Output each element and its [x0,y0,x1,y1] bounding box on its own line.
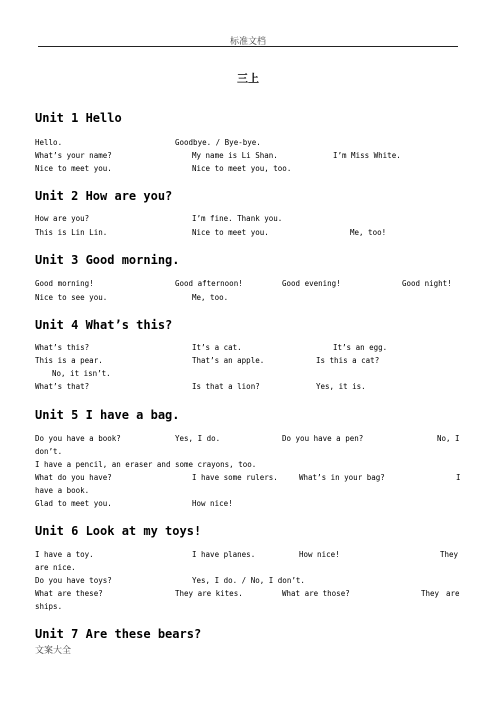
unit-3-line-1-col-3: Good evening! [282,279,341,288]
unit-5-line-2-col-1: don’t. [35,447,63,456]
unit-6-line-2-col-1: are nice. [35,563,76,572]
unit-1-line-2-col-3: I’m Miss White. [333,151,401,160]
unit-3-line-2-col-2: Me, too. [192,293,229,302]
unit-6-line-1-col-1: I have a toy. [35,550,94,559]
unit-3-line-1-col-4: Good night! [402,279,452,288]
unit-5-line-4-col-4: I [456,473,461,482]
unit-6-line-4-col-1: What are these? [35,589,103,598]
unit-6-heading: Unit 6 Look at my toys! [35,524,202,538]
unit-5-line-3-col-1: I have a pencil, an eraser and some crayons, too. [35,460,257,469]
unit-6-line-1-col-3: How nice! [299,550,340,559]
unit-1-line-2-col-2: My name is Li Shan. [192,151,278,160]
unit-5-line-4-col-1: What do you have? [35,473,112,482]
document-title: 三上 [237,72,259,85]
unit-2-line-2-col-2: Nice to meet you. [192,228,269,237]
unit-4-line-4-col-2: Is that a lion? [192,382,260,391]
unit-6-line-4-col-4: They [421,589,440,598]
unit-2-heading: Unit 2 How are you? [35,189,173,203]
unit-2-line-2-col-1: This is Lin Lin. [35,228,108,237]
unit-2-line-1-col-2: I’m fine. Thank you. [192,214,283,223]
unit-5-line-6-col-2: How nice! [192,499,233,508]
unit-5-heading: Unit 5 I have a bag. [35,408,180,422]
unit-4-line-3-col-1: No, it isn’t. [52,369,111,378]
unit-1-line-2-col-1: What’s your name? [35,151,112,160]
unit-3-line-2-col-1: Nice to see you. [35,293,108,302]
unit-6-line-1-col-2: I have planes. [192,550,256,559]
unit-1-line-3-col-1: Nice to meet you. [35,164,112,173]
unit-5-line-1-col-3: Do you have a pen? [282,434,364,443]
unit-7-heading: Unit 7 Are these bears? [35,627,202,641]
unit-6-line-4-col-3: What are those? [282,589,350,598]
unit-3-line-1-col-2: Good afternoon! [175,279,243,288]
unit-5-line-6-col-1: Glad to meet you. [35,499,112,508]
unit-4-heading: Unit 4 What’s this? [35,318,173,332]
unit-5-line-1-col-1: Do you have a book? [35,434,121,443]
unit-5-line-4-col-3: What’s in your bag? [299,473,385,482]
unit-3-heading: Unit 3 Good morning. [35,253,180,267]
unit-5-line-1-col-2: Yes, I do. [175,434,221,443]
unit-6-line-3-col-2: Yes, I do. / No, I don’t. [192,576,305,585]
unit-4-line-1-col-1: What’s this? [35,343,90,352]
unit-4-line-2-col-2: That’s an apple. [192,356,265,365]
unit-4-line-4-col-3: Yes, it is. [316,382,366,391]
unit-1-line-1-col-1: Hello. [35,138,63,147]
unit-1-heading: Unit 1 Hello [35,111,122,125]
unit-2-line-1-col-1: How are you? [35,214,90,223]
unit-4-line-2-col-3: Is this a cat? [316,356,380,365]
page-footer: 文案大全 [35,646,72,656]
unit-6-line-4-col-2: They are kites. [175,589,243,598]
header-rule [38,46,458,47]
unit-4-line-2-col-1: This is a pear. [35,356,103,365]
unit-3-line-1-col-1: Good morning! [35,279,94,288]
unit-1-line-1-col-2: Goodbye. / Bye-bye. [175,138,261,147]
unit-1-line-3-col-2: Nice to meet you, too. [192,164,292,173]
unit-6-line-3-col-1: Do you have toys? [35,576,112,585]
unit-4-line-1-col-3: It’s an egg. [333,343,388,352]
page-header: 标准文档 [229,37,266,47]
unit-4-line-1-col-2: It’s a cat. [192,343,242,352]
unit-4-line-4-col-1: What’s that? [35,382,90,391]
unit-6-line-5-col-1: ships. [35,602,63,611]
unit-5-line-4-col-2: I have some rulers. [192,473,278,482]
unit-6-line-4-col-5: are [446,589,460,598]
unit-6-line-1-col-4: They [440,550,459,559]
unit-5-line-1-col-4: No, I [437,434,460,443]
unit-2-line-2-col-3: Me, too! [350,228,387,237]
unit-5-line-5-col-1: have a book. [35,486,90,495]
